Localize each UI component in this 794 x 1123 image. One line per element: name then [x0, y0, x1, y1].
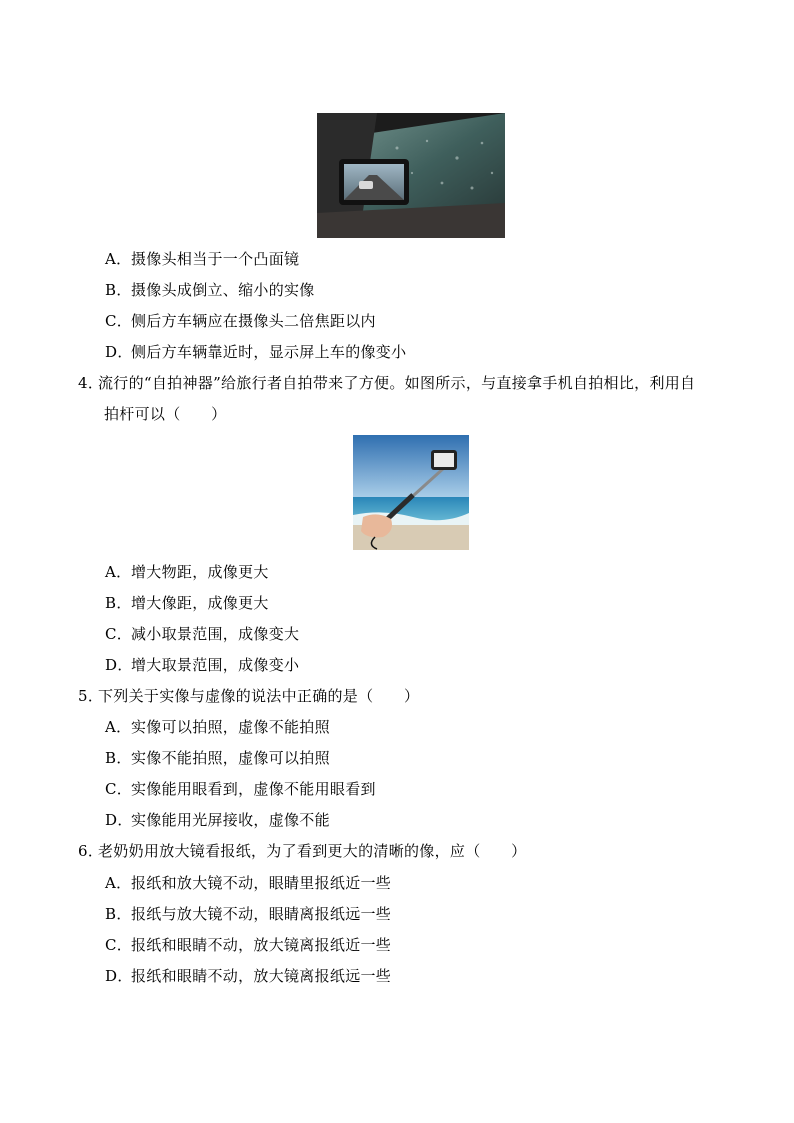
option-text: 减小取景范围，成像变大 — [131, 625, 300, 643]
option-d — [105, 655, 299, 675]
option-letter: C． — [105, 625, 133, 643]
option-letter: D． — [105, 656, 133, 674]
option-letter: A． — [105, 250, 132, 268]
option-text: 摄像头相当于一个凸面镜 — [131, 250, 300, 268]
option-text: 侧后方车辆应在摄像头二倍焦距以内 — [131, 312, 376, 330]
option-text: 实像能用眼看到，虚像不能用眼看到 — [131, 780, 376, 798]
option-letter: A． — [105, 874, 132, 892]
car-camera-illustration — [317, 113, 505, 238]
question-4-stem-continued — [104, 404, 226, 424]
option-text: 实像不能拍照，虚像可以拍照 — [131, 749, 330, 767]
option-b — [105, 280, 315, 300]
option-text: 实像能用光屏接收，虚像不能 — [131, 811, 330, 829]
option-text: 摄像头成倒立、缩小的实像 — [131, 281, 315, 299]
question-text: 下列关于实像与虚像的说法中正确的是（ ） — [98, 687, 420, 705]
car-camera-photo — [317, 113, 505, 238]
option-d — [105, 966, 391, 986]
question-text: 拍杆可以（ ） — [104, 405, 227, 423]
question-4-stem — [78, 373, 695, 393]
question-text: 老奶奶用放大镜看报纸，为了看到更大的清晰的像，应（ ） — [98, 842, 527, 860]
option-text: 侧后方车辆靠近时，显示屏上车的像变小 — [131, 343, 407, 361]
question-5-stem — [78, 686, 419, 706]
option-c — [105, 935, 391, 955]
option-letter: B． — [105, 749, 132, 767]
option-b — [105, 593, 269, 613]
question-6-stem — [78, 841, 526, 861]
option-letter: D． — [105, 811, 133, 829]
selfie-stick-photo — [353, 435, 469, 550]
option-letter: C． — [105, 780, 133, 798]
option-b — [105, 748, 330, 768]
option-letter: A． — [105, 563, 132, 581]
question-number: 6． — [78, 842, 104, 860]
option-text: 增大物距，成像更大 — [131, 563, 269, 581]
option-text: 报纸与放大镜不动，眼睛离报纸远一些 — [131, 905, 392, 923]
option-text: 报纸和放大镜不动，眼睛里报纸近一些 — [131, 874, 392, 892]
selfie-stick-illustration — [353, 435, 469, 550]
option-c — [105, 624, 299, 644]
option-c — [105, 779, 376, 799]
option-c — [105, 311, 376, 331]
option-letter: B． — [105, 281, 132, 299]
option-b — [105, 904, 391, 924]
option-letter: D． — [105, 343, 133, 361]
option-d — [105, 342, 406, 362]
option-a — [105, 562, 269, 582]
option-text: 报纸和眼睛不动，放大镜离报纸远一些 — [131, 967, 392, 985]
option-letter: B． — [105, 594, 132, 612]
question-number: 4． — [78, 374, 104, 392]
option-letter: A． — [105, 718, 132, 736]
option-letter: C． — [105, 312, 133, 330]
question-text: 流行的“自拍神器”给旅行者自拍带来了方便。如图所示，与直接拿手机自拍相比，利用自 — [98, 374, 696, 392]
question-number: 5． — [78, 687, 104, 705]
option-text: 增大取景范围，成像变小 — [131, 656, 300, 674]
option-letter: B． — [105, 905, 132, 923]
option-a — [105, 249, 299, 269]
option-text: 增大像距，成像更大 — [131, 594, 269, 612]
option-text: 实像可以拍照，虚像不能拍照 — [131, 718, 330, 736]
option-a — [105, 717, 330, 737]
option-letter: D． — [105, 967, 133, 985]
option-d — [105, 810, 330, 830]
option-letter: C． — [105, 936, 133, 954]
option-text: 报纸和眼睛不动，放大镜离报纸近一些 — [131, 936, 392, 954]
option-a — [105, 873, 391, 893]
